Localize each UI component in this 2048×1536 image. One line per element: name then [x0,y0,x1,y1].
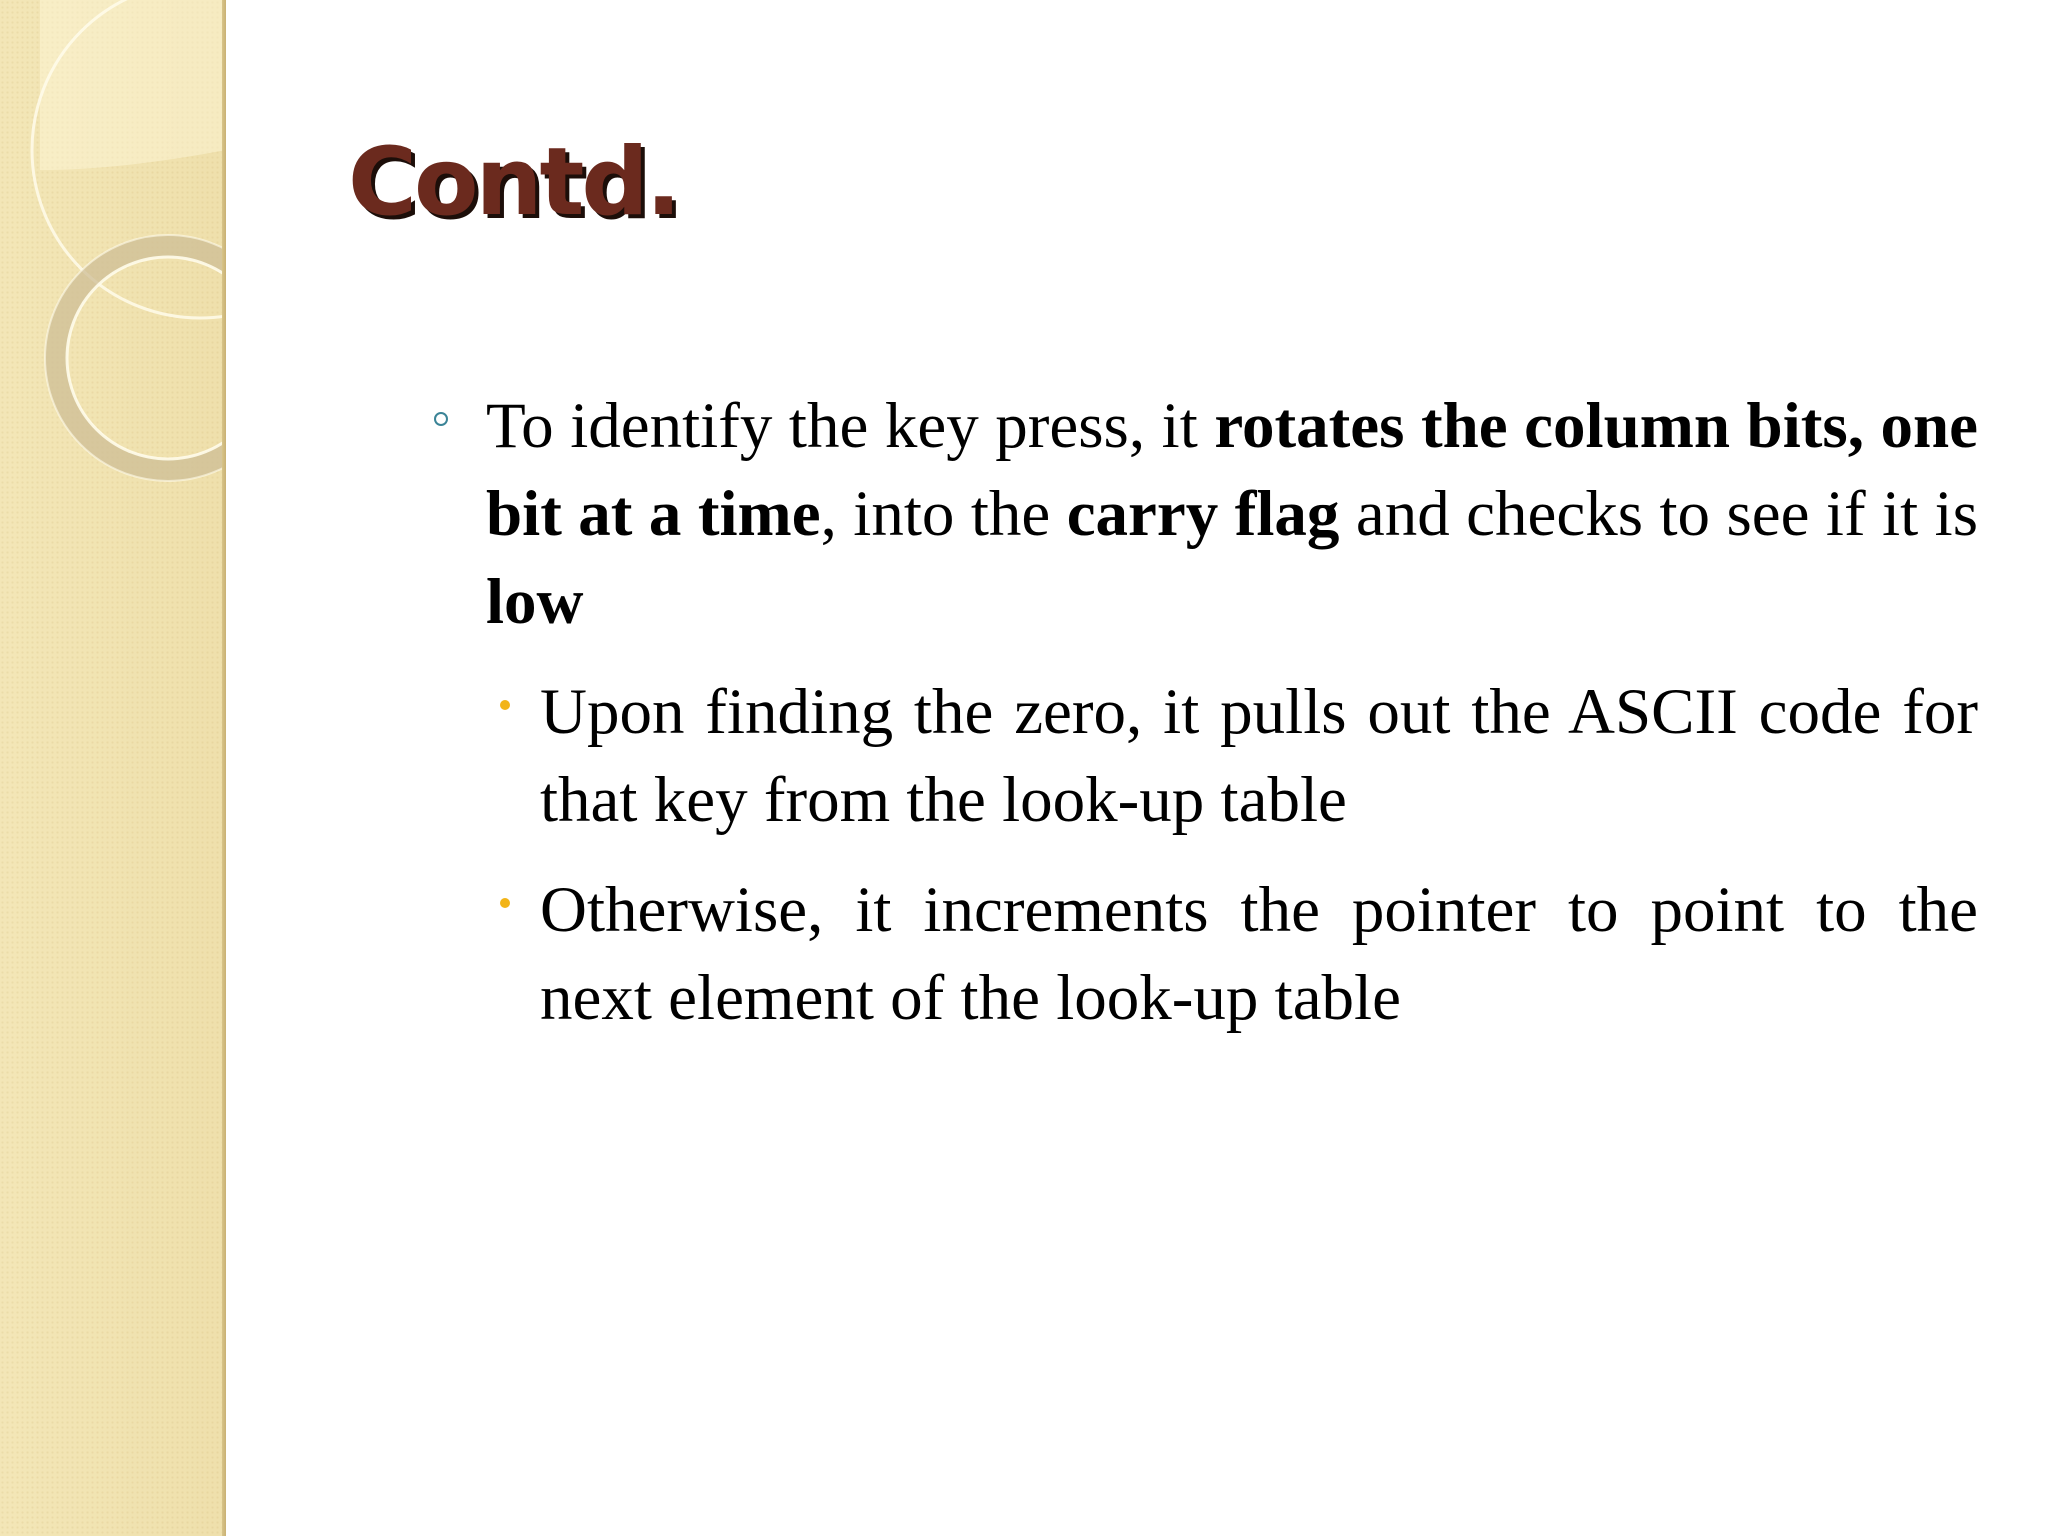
sub-bullet-text: Otherwise, it increments the pointer to point to the next element of the look-up table [540,874,1978,1034]
sidebar-edge [222,0,226,1536]
sub-bullet-item [540,866,1978,1042]
bullet-text-part: , into the [820,478,1067,550]
decorative-sidebar [0,0,226,1536]
slide-title: Contd. [348,128,679,237]
dot-bullet-icon [500,898,510,908]
sub-bullet-text: Upon finding the zero, it pulls out the ASCII code for that key from the look-up table [540,676,1978,836]
bullet-text-bold: rotates the column bits, one bit at a time [486,390,1978,550]
hollow-circle-bullet-icon [434,412,448,426]
bullet-text-part: To identify the key press, it [486,390,1215,462]
dot-bullet-icon [500,700,510,710]
bullet-text-bold: carry flag [1066,478,1340,550]
sub-bullet-item [540,668,1978,844]
bullet-item [430,382,1978,646]
bullet-text-bold: low [486,566,584,638]
slide-content [430,382,1978,1042]
decorative-rings-icon [0,0,226,520]
bullet-text-part: and checks to see if it is [1339,478,1979,550]
